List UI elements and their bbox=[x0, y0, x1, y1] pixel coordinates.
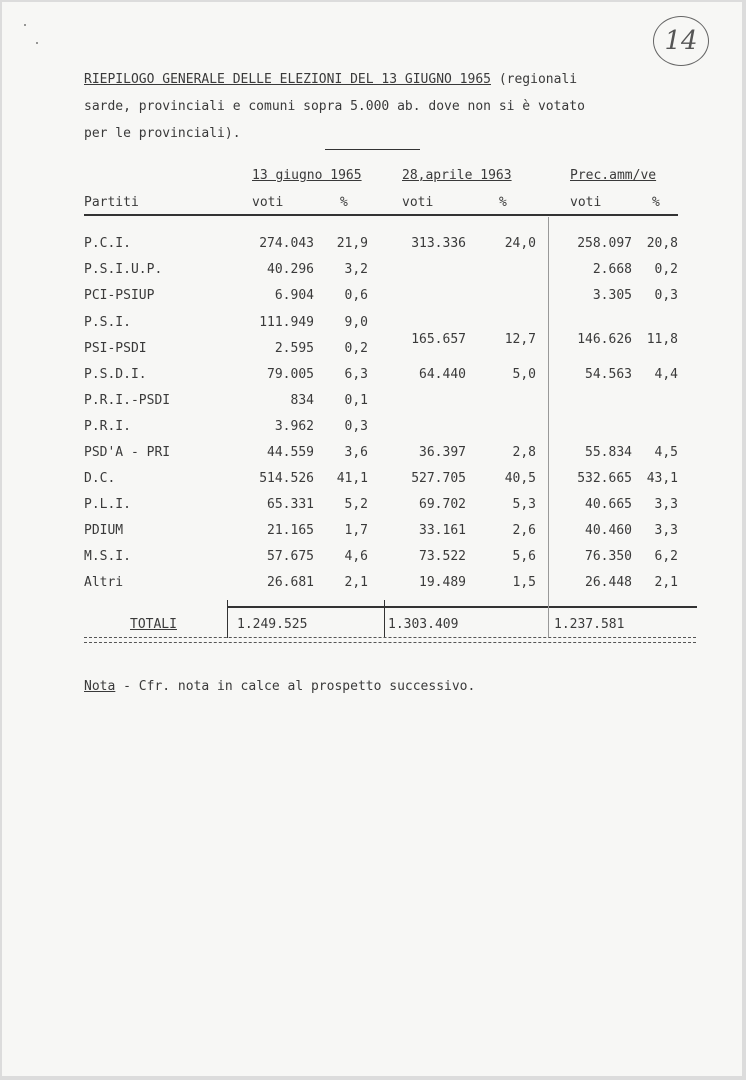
table-cell-pct-prec: 20,8 bbox=[646, 236, 678, 251]
header-pct-1: % bbox=[340, 195, 348, 210]
table-cell-pct-1965: 0,3 bbox=[344, 419, 368, 434]
header-group-1963: 28,aprile 1963 bbox=[402, 168, 512, 183]
table-cell-voti-1965: 111.949 bbox=[259, 315, 314, 330]
table-cell-voti-1965: 514.526 bbox=[259, 471, 314, 486]
table-cell-pct-prec: 6,2 bbox=[654, 549, 678, 564]
table-cell-pct-prec: 4,5 bbox=[654, 445, 678, 460]
title-separator bbox=[325, 149, 420, 150]
table-cell-pct-prec: 0,3 bbox=[654, 288, 678, 303]
table-cell-pct-1963: 2,6 bbox=[512, 523, 536, 538]
table-cell-voti-prec: 258.097 bbox=[577, 236, 632, 251]
merged-voti-prec: 146.626 bbox=[577, 332, 632, 347]
table-cell-pct-1965: 2,1 bbox=[344, 575, 368, 590]
table-cell-pct-1965: 0,1 bbox=[344, 393, 368, 408]
table-cell-party-name: PDIUM bbox=[84, 523, 124, 538]
table-cell-voti-1965: 834 bbox=[290, 393, 314, 408]
title-underlined: RIEPILOGO GENERALE DELLE ELEZIONI DEL 13 GIUGNO 1965 bbox=[84, 72, 491, 87]
totals-rule bbox=[227, 606, 697, 608]
table-cell-voti-1963: 19.489 bbox=[419, 575, 466, 590]
header-partiti: Partiti bbox=[84, 195, 139, 210]
header-voti-2: voti bbox=[402, 195, 434, 210]
title-rest: (regionali bbox=[491, 72, 578, 87]
table-cell-voti-1963: 69.702 bbox=[419, 497, 466, 512]
table-cell-pct-1965: 3,2 bbox=[344, 262, 368, 277]
table-cell-party-name: P.C.I. bbox=[84, 236, 131, 251]
table-cell-party-name: PSD'A - PRI bbox=[84, 445, 171, 460]
table-cell-party-name: P.L.I. bbox=[84, 497, 131, 512]
table-cell-voti-prec: 40.460 bbox=[585, 523, 632, 538]
table-cell-pct-1963: 2,8 bbox=[512, 445, 536, 460]
table-cell-voti-1963: 36.397 bbox=[419, 445, 466, 460]
note-label: Nota bbox=[84, 679, 116, 694]
table-cell-pct-prec: 3,3 bbox=[654, 523, 678, 538]
table-cell-pct-1965: 0,6 bbox=[344, 288, 368, 303]
table-cell-voti-1965: 26.681 bbox=[267, 575, 314, 590]
table-cell-party-name: PSI-PSDI bbox=[84, 341, 147, 356]
merged-voti-1963: 165.657 bbox=[411, 332, 466, 347]
totals-voti-1963: 1.303.409 bbox=[388, 617, 459, 632]
table-cell-pct-1965: 1,7 bbox=[344, 523, 368, 538]
table-cell-voti-prec: 532.665 bbox=[577, 471, 632, 486]
table-cell-party-name: PCI-PSIUP bbox=[84, 288, 155, 303]
document-title bbox=[84, 72, 577, 88]
header-voti-3: voti bbox=[570, 195, 602, 210]
table-cell-pct-1963: 40,5 bbox=[504, 471, 536, 486]
table-cell-party-name: P.S.I.U.P. bbox=[84, 262, 163, 277]
totals-voti-prec: 1.237.581 bbox=[554, 617, 625, 632]
table-cell-voti-1965: 21.165 bbox=[267, 523, 314, 538]
document-page bbox=[2, 2, 742, 1076]
table-cell-voti-1963: 64.440 bbox=[419, 367, 466, 382]
page-number-stamp: 14 bbox=[653, 16, 709, 66]
table-cell-pct-1965: 3,6 bbox=[344, 445, 368, 460]
table-cell-voti-1963: 313.336 bbox=[411, 236, 466, 251]
merged-pct-prec: 11,8 bbox=[646, 332, 678, 347]
table-cell-party-name: D.C. bbox=[84, 471, 116, 486]
table-cell-voti-1963: 73.522 bbox=[419, 549, 466, 564]
table-cell-party-name: M.S.I. bbox=[84, 549, 131, 564]
table-cell-voti-prec: 40.665 bbox=[585, 497, 632, 512]
table-cell-voti-1965: 274.043 bbox=[259, 236, 314, 251]
totals-voti-1965: 1.249.525 bbox=[237, 617, 308, 632]
table-cell-voti-1965: 2.595 bbox=[274, 341, 314, 356]
totals-divider-2 bbox=[384, 600, 385, 638]
totals-label: TOTALI bbox=[130, 617, 177, 632]
table-cell-voti-1965: 3.962 bbox=[274, 419, 314, 434]
table-cell-voti-prec: 76.350 bbox=[585, 549, 632, 564]
table-cell-voti-1965: 6.904 bbox=[274, 288, 314, 303]
title-line-2: sarde, provinciali e comuni sopra 5.000 ab. dove non si è votato bbox=[84, 99, 585, 114]
header-voti-1: voti bbox=[252, 195, 284, 210]
table-cell-pct-prec: 4,4 bbox=[654, 367, 678, 382]
table-cell-pct-1963: 5,6 bbox=[512, 549, 536, 564]
table-cell-party-name: P.R.I. bbox=[84, 419, 131, 434]
table-cell-voti-prec: 54.563 bbox=[585, 367, 632, 382]
table-cell-voti-1965: 65.331 bbox=[267, 497, 314, 512]
table-cell-party-name: Altri bbox=[84, 575, 124, 590]
table-cell-voti-prec: 2.668 bbox=[592, 262, 632, 277]
table-cell-pct-1965: 4,6 bbox=[344, 549, 368, 564]
table-cell-pct-1963: 24,0 bbox=[504, 236, 536, 251]
table-cell-pct-1965: 6,3 bbox=[344, 367, 368, 382]
note-text: - Cfr. nota in calce al prospetto successivo. bbox=[115, 679, 476, 694]
table-cell-pct-prec: 3,3 bbox=[654, 497, 678, 512]
note bbox=[84, 679, 475, 695]
title-line-3: per le provinciali). bbox=[84, 126, 241, 141]
table-cell-party-name: P.S.D.I. bbox=[84, 367, 147, 382]
table-cell-voti-prec: 3.305 bbox=[592, 288, 632, 303]
header-group-prec: Prec.amm/ve bbox=[570, 168, 657, 183]
table-cell-pct-prec: 0,2 bbox=[654, 262, 678, 277]
totals-divider-1 bbox=[227, 600, 228, 638]
table-cell-pct-1965: 5,2 bbox=[344, 497, 368, 512]
table-cell-pct-prec: 43,1 bbox=[646, 471, 678, 486]
paper-speck bbox=[36, 42, 38, 44]
table-cell-voti-1963: 527.705 bbox=[411, 471, 466, 486]
table-cell-party-name: P.R.I.-PSDI bbox=[84, 393, 171, 408]
table-cell-party-name: P.S.I. bbox=[84, 315, 131, 330]
double-rule bbox=[84, 637, 696, 643]
paper-speck bbox=[24, 24, 26, 26]
table-cell-pct-1965: 41,1 bbox=[336, 471, 368, 486]
table-cell-voti-prec: 55.834 bbox=[585, 445, 632, 460]
header-group-1965: 13 giugno 1965 bbox=[252, 168, 362, 183]
header-pct-2: % bbox=[499, 195, 507, 210]
table-cell-pct-1963: 5,3 bbox=[512, 497, 536, 512]
table-cell-pct-prec: 2,1 bbox=[654, 575, 678, 590]
table-cell-pct-1963: 1,5 bbox=[512, 575, 536, 590]
header-pct-3: % bbox=[652, 195, 660, 210]
table-cell-voti-1965: 44.559 bbox=[267, 445, 314, 460]
table-cell-pct-1965: 9,0 bbox=[344, 315, 368, 330]
table-cell-pct-1965: 21,9 bbox=[336, 236, 368, 251]
table-cell-voti-1965: 79.005 bbox=[267, 367, 314, 382]
table-cell-voti-prec: 26.448 bbox=[585, 575, 632, 590]
table-cell-voti-1963: 33.161 bbox=[419, 523, 466, 538]
column-divider-prec bbox=[548, 217, 549, 637]
table-cell-voti-1965: 57.675 bbox=[267, 549, 314, 564]
table-cell-pct-1965: 0,2 bbox=[344, 341, 368, 356]
table-cell-pct-1963: 5,0 bbox=[512, 367, 536, 382]
merged-pct-1963: 12,7 bbox=[504, 332, 536, 347]
table-cell-voti-1965: 40.296 bbox=[267, 262, 314, 277]
header-rule bbox=[84, 214, 678, 216]
